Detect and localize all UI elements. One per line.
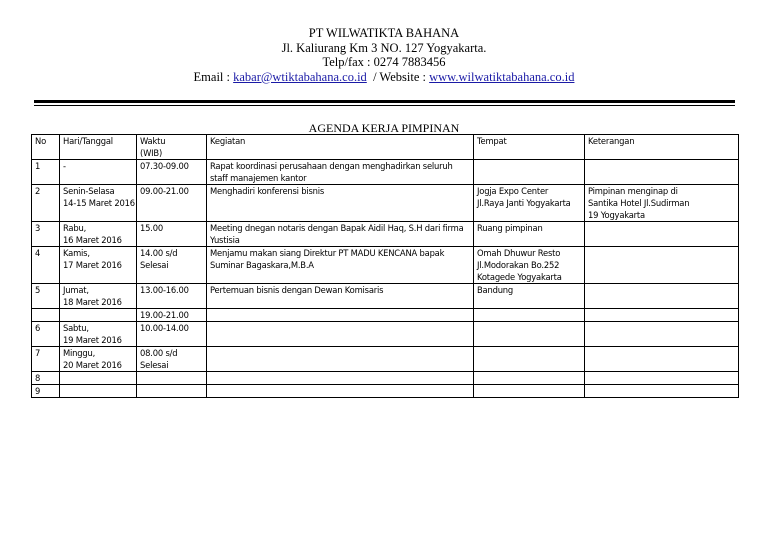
cell-activity [207, 247, 474, 284]
website-link[interactable]: www.wilwatiktabahana.co.id [429, 69, 575, 84]
table-row [32, 222, 739, 247]
cell-time: 10.00-14.00 [137, 322, 207, 347]
cell-remarks [585, 309, 739, 322]
cell-activity: Menghadiri konferensi bisnis [207, 185, 474, 222]
cell-time: 09.00-21.00 [137, 185, 207, 222]
table-row [32, 372, 739, 385]
letterhead-rule-thin [34, 105, 735, 106]
cell-place: Bandung [474, 284, 585, 309]
cell-place [474, 372, 585, 385]
cell-remarks [585, 222, 739, 247]
cell-no: 3 [32, 222, 60, 247]
cell-activity [207, 309, 474, 322]
cell-line: Suminar Bagaskara,M.B.A [210, 260, 314, 270]
website-label: / Website : [373, 69, 426, 84]
cell-time [137, 385, 207, 398]
cell-line: Jumat, [63, 285, 89, 295]
cell-time [137, 347, 207, 372]
cell-line: Pimpinan menginap di [588, 186, 678, 196]
cell-line: Senin-Selasa [63, 186, 115, 196]
cell-remarks [585, 372, 739, 385]
header-no: No [32, 135, 60, 160]
header-day-date: Hari/Tanggal [60, 135, 137, 160]
header-place: Tempat [474, 135, 585, 160]
cell-line: 18 Maret 2016 [63, 297, 122, 307]
table-row [32, 309, 739, 322]
cell-place [474, 385, 585, 398]
cell-remarks [585, 160, 739, 185]
cell-line: 14-15 Maret 2016 [63, 198, 135, 208]
cell-no: 9 [32, 385, 60, 398]
cell-activity [207, 372, 474, 385]
agenda-table [31, 134, 739, 398]
cell-line: Kamis, [63, 248, 90, 258]
cell-day-date: - [60, 160, 137, 185]
cell-line: Menjamu makan siang Direktur PT MADU KENCANA bapak [210, 248, 445, 258]
table-row [32, 347, 739, 372]
cell-line: 14.00 s/d [140, 248, 178, 258]
cell-time: 15.00 [137, 222, 207, 247]
cell-day-date [60, 247, 137, 284]
cell-activity [207, 160, 474, 185]
cell-day-date [60, 385, 137, 398]
table-header-row [32, 135, 739, 160]
cell-time [137, 372, 207, 385]
cell-remarks [585, 347, 739, 372]
table-row [32, 385, 739, 398]
cell-place [474, 322, 585, 347]
cell-line: Kotagede Yogyakarta [477, 272, 562, 282]
cell-no: 8 [32, 372, 60, 385]
cell-line: Minggu, [63, 348, 96, 358]
cell-line: 16 Maret 2016 [63, 235, 122, 245]
table-row [32, 284, 739, 309]
cell-no: 6 [32, 322, 60, 347]
cell-line: Sabtu, [63, 323, 89, 333]
company-name: PT WILWATIKTA BAHANA [308, 26, 460, 40]
cell-day-date [60, 284, 137, 309]
cell-activity [207, 322, 474, 347]
cell-day-date [60, 372, 137, 385]
cell-activity: Pertemuan bisnis dengan Dewan Komisaris [207, 284, 474, 309]
cell-line: 17 Maret 2016 [63, 260, 122, 270]
cell-line: Santika Hotel Jl.Sudirman [588, 198, 690, 208]
cell-remarks [585, 322, 739, 347]
agenda-title: AGENDA KERJA PIMPINAN [308, 121, 460, 135]
cell-line: Yustisia [210, 235, 240, 245]
table-row [32, 247, 739, 284]
cell-line: Meeting dnegan notaris dengan Bapak Aidil Haq, S.H dari firma [210, 223, 464, 233]
cell-line: 20 Maret 2016 [63, 360, 122, 370]
header-activity: Kegiatan [207, 135, 474, 160]
company-phone: Telp/fax : 0274 7883456 [322, 55, 446, 70]
cell-day-date [60, 309, 137, 322]
cell-day-date [60, 222, 137, 247]
cell-line: Omah Dhuwur Resto [477, 248, 561, 258]
header-time [137, 135, 207, 160]
cell-no: 5 [32, 284, 60, 309]
cell-line: Jogja Expo Center [477, 186, 549, 196]
cell-line: 19 Yogyakarta [588, 210, 645, 220]
letterhead-rule-thick [34, 100, 735, 103]
cell-place [474, 247, 585, 284]
cell-remarks [585, 385, 739, 398]
cell-remarks [585, 284, 739, 309]
cell-no: 2 [32, 185, 60, 222]
cell-line: 19 Maret 2016 [63, 335, 122, 345]
cell-line: Selesai [140, 360, 169, 370]
table-row [32, 322, 739, 347]
cell-activity [207, 385, 474, 398]
table-row [32, 160, 739, 185]
cell-line: Rabu, [63, 223, 87, 233]
cell-place [474, 185, 585, 222]
cell-time: 07.30-09.00 [137, 160, 207, 185]
cell-activity [207, 222, 474, 247]
cell-place: Ruang pimpinan [474, 222, 585, 247]
cell-remarks [585, 185, 739, 222]
table-row [32, 185, 739, 222]
letterhead [0, 26, 768, 84]
header-remarks: Keterangan [585, 135, 739, 160]
cell-line: staff manajemen kantor [210, 173, 307, 183]
cell-activity [207, 347, 474, 372]
cell-line: 08.00 s/d [140, 348, 178, 358]
cell-place [474, 309, 585, 322]
company-address: Jl. Kaliurang Km 3 NO. 127 Yogyakarta. [281, 40, 487, 55]
cell-line: (WIB) [140, 148, 163, 158]
cell-no: 1 [32, 160, 60, 185]
cell-day-date [60, 347, 137, 372]
cell-no: 4 [32, 247, 60, 284]
cell-day-date [60, 322, 137, 347]
cell-line: Jl.Modorakan Bo.252 [477, 260, 560, 270]
cell-time: 13.00-16.00 [137, 284, 207, 309]
cell-line: Jl.Raya Janti Yogyakarta [477, 198, 571, 208]
cell-line: Selesai [140, 260, 169, 270]
cell-no [32, 309, 60, 322]
cell-no: 7 [32, 347, 60, 372]
cell-line: Rapat koordinasi perusahaan dengan menghadirkan seluruh [210, 161, 453, 171]
cell-place [474, 347, 585, 372]
cell-remarks [585, 247, 739, 284]
email-label: Email : [193, 69, 230, 84]
cell-place [474, 160, 585, 185]
cell-line: Waktu [140, 136, 166, 146]
contact-line [0, 70, 768, 85]
cell-time: 19.00-21.00 [137, 309, 207, 322]
cell-time [137, 247, 207, 284]
cell-day-date [60, 185, 137, 222]
email-link[interactable]: kabar@wtiktabahana.co.id [233, 69, 367, 84]
